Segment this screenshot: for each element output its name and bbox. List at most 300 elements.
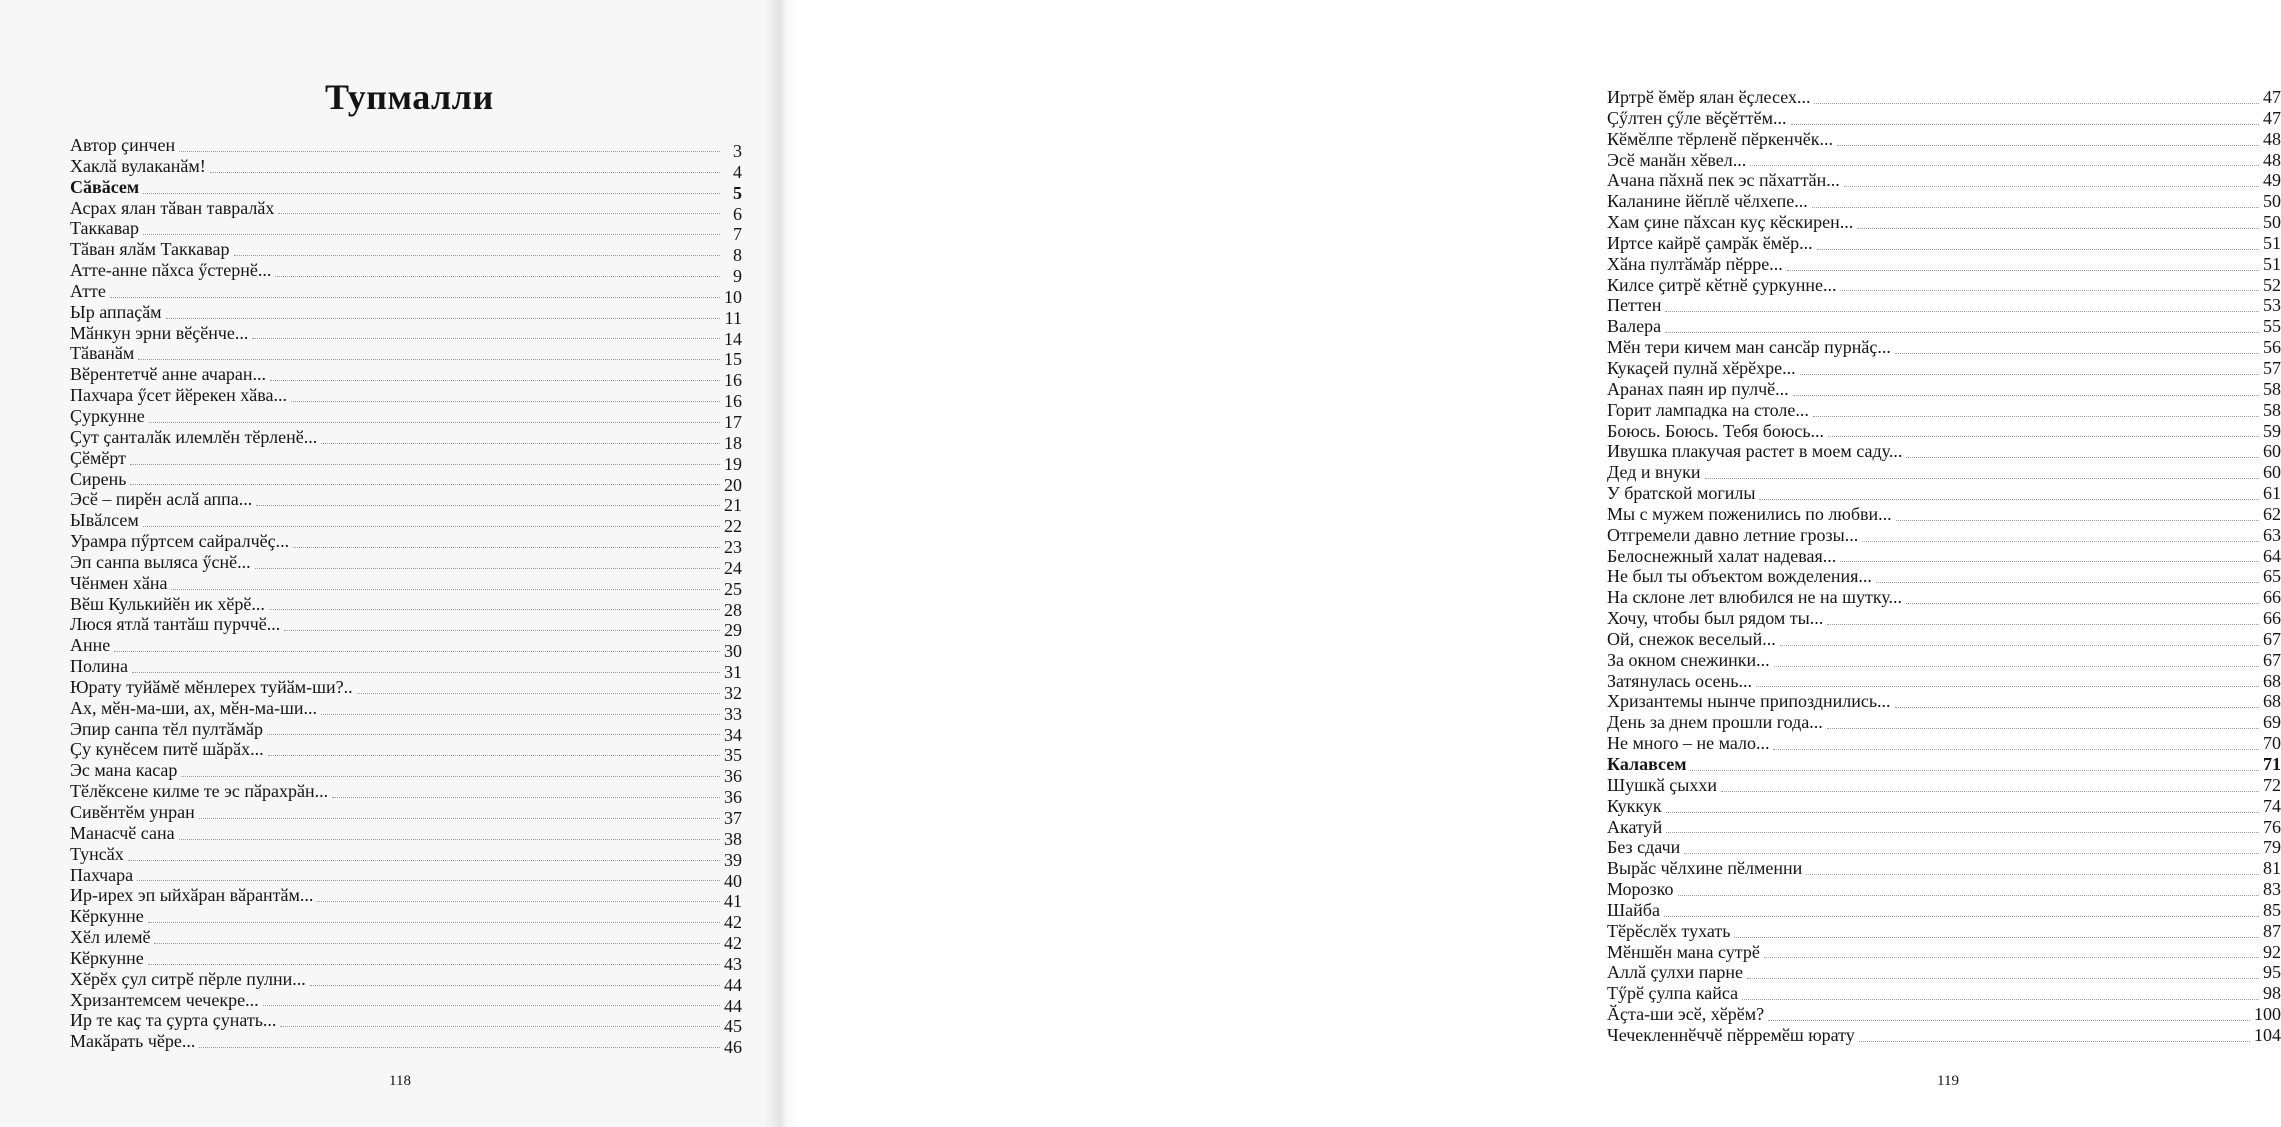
toc-entry <box>70 468 742 495</box>
toc-entry <box>1607 275 2281 296</box>
toc-entry-title: На склоне лет влюбился не на шутку... <box>1607 587 1903 608</box>
toc-entry-title: Макӑрать чӗре... <box>70 1031 196 1052</box>
toc-entry <box>1607 462 2281 483</box>
toc-entry-page: 58 <box>2263 378 2281 399</box>
toc-entry <box>1607 295 2281 316</box>
toc-entry-title: Каланине йӗплӗ чӗлхепе... <box>1607 191 1808 212</box>
toc-entry <box>1607 837 2281 858</box>
toc-entry-page: 66 <box>2263 587 2281 608</box>
toc-entry-page: 41 <box>724 891 742 912</box>
toc-entry-page: 40 <box>724 870 742 891</box>
dot-leader <box>256 504 720 506</box>
toc-entry-page: 15 <box>724 349 742 370</box>
toc-entry-title: Хочу, чтобы был рядом ты... <box>1607 608 1824 629</box>
dot-leader <box>143 192 720 194</box>
toc-entry-title: Мы с мужем поженились по любви... <box>1607 503 1892 524</box>
toc-entry <box>1607 212 2281 233</box>
dot-leader <box>1750 164 2259 166</box>
dot-leader <box>267 733 720 735</box>
toc-entry-page: 8 <box>733 245 742 266</box>
toc-entry-page: 58 <box>2263 399 2281 420</box>
toc-entry-page: 53 <box>2263 295 2281 316</box>
toc-entry <box>70 489 742 516</box>
toc-entry <box>70 239 742 266</box>
toc-entry-title: Манасчӗ сана <box>70 822 175 843</box>
toc-entry-title: Полина <box>70 656 128 677</box>
toc-entry-title: Валера <box>1607 316 1662 337</box>
dot-leader <box>1837 144 2259 146</box>
dot-leader <box>1780 644 2259 646</box>
toc-entry <box>1607 879 2281 900</box>
dot-leader <box>1844 185 2259 187</box>
toc-entry-page: 48 <box>2263 149 2281 170</box>
page-title: Тупмалли <box>325 77 494 117</box>
toc-entry <box>70 676 742 703</box>
toc-entry-page: 61 <box>2263 483 2281 504</box>
toc-entry <box>70 197 742 224</box>
toc-entry <box>70 343 742 370</box>
toc-entry <box>1607 441 2281 462</box>
toc-entry-title: Тунсӑх <box>70 843 124 864</box>
dot-leader <box>1906 456 2259 458</box>
dot-leader <box>1817 248 2259 250</box>
toc-entry-title: Ир-ирех эп ыйхӑран вӑрантӑм... <box>70 885 314 906</box>
toc-entry-title: Тӑван ялӑм Таккавар <box>70 239 230 260</box>
dot-leader <box>1756 685 2259 687</box>
dot-leader <box>1906 602 2259 604</box>
toc-entry <box>70 572 742 599</box>
toc-entry-page: 64 <box>2263 545 2281 566</box>
dot-leader <box>291 400 720 402</box>
dot-leader <box>1813 415 2259 417</box>
toc-entry-page: 18 <box>724 432 742 453</box>
toc-entry-page: 45 <box>724 1016 742 1037</box>
toc-entry <box>70 906 742 933</box>
toc-entry-title: Шайба <box>1607 899 1660 920</box>
toc-entry-title: Вӗрентетчӗ анне ачаран... <box>70 364 267 385</box>
toc-entry-page: 5 <box>733 182 742 203</box>
toc-entry-title: Ҫӗмӗрт <box>70 447 127 468</box>
dot-leader <box>128 859 720 861</box>
toc-entry <box>1607 191 2281 212</box>
toc-entry-title: За окном снежинки... <box>1607 649 1770 670</box>
toc-entry-page: 29 <box>724 620 742 641</box>
right-page <box>780 0 2281 1127</box>
toc-entry-page: 33 <box>724 703 742 724</box>
toc-entry-page: 87 <box>2263 920 2281 941</box>
toc-entry-title: Чӗнмен хӑна <box>70 572 168 593</box>
toc-entry-title: Горит лампадка на столе... <box>1607 399 1809 420</box>
toc-section-heading <box>70 176 742 203</box>
toc-entry-page: 44 <box>724 995 742 1016</box>
dot-leader <box>171 588 720 590</box>
toc-entry-title: День за днем прошли года... <box>1607 712 1823 733</box>
toc-entry-title: Боюсь. Боюсь. Тебя боюсь... <box>1607 420 1825 441</box>
dot-leader <box>1806 873 2259 875</box>
dot-leader <box>210 171 720 173</box>
toc-entry-page: 46 <box>724 1037 742 1058</box>
toc-entry-title: Хризантемсем чечекре... <box>70 989 259 1010</box>
toc-entry-title: Кӗркунне <box>70 906 144 927</box>
toc-list-left <box>70 135 742 1058</box>
toc-entry-title: Иртсе кайрӗ ҫамрӑк ӗмӗр... <box>1607 232 1813 253</box>
toc-entry <box>70 1010 742 1037</box>
toc-entry-title: Не был ты объектом вожделения... <box>1607 566 1872 587</box>
toc-entry <box>70 447 742 474</box>
toc-entry-page: 36 <box>724 766 742 787</box>
dot-leader <box>284 629 720 631</box>
toc-entry-page: 28 <box>724 599 742 620</box>
toc-entry <box>1607 650 2281 671</box>
toc-entry-title: Аранах паян ир пулчӗ... <box>1607 378 1789 399</box>
dot-leader <box>1793 394 2259 396</box>
toc-entry-title: Сӑвӑсем <box>70 176 140 197</box>
toc-entry-page: 65 <box>2263 566 2281 587</box>
toc-entry-title: Дед и внуки <box>1607 462 1701 483</box>
toc-entry <box>70 718 742 745</box>
dot-leader <box>1666 831 2259 833</box>
toc-entry-page: 67 <box>2263 649 2281 670</box>
dot-leader <box>1814 102 2259 104</box>
toc-entry <box>1607 858 2281 879</box>
toc-entry-page: 4 <box>733 161 742 182</box>
dot-leader <box>1742 998 2259 1000</box>
toc-entry-title: Юрату туйӑмӗ мӗнлерех туйӑм-ши?.. <box>70 676 353 697</box>
toc-entry-title: Хам ҫине пӑхсан куҫ кӗскирен... <box>1607 212 1854 233</box>
toc-entry <box>70 426 742 453</box>
toc-entry <box>1607 1025 2281 1046</box>
book-gutter <box>764 0 796 1127</box>
toc-entry-page: 17 <box>724 411 742 432</box>
toc-entry <box>1607 566 2281 587</box>
dot-leader <box>148 921 720 923</box>
toc-entry <box>1607 942 2281 963</box>
dot-leader <box>114 650 720 652</box>
toc-entry <box>70 510 742 537</box>
toc-entry <box>1607 316 2281 337</box>
toc-entry-page: 69 <box>2263 712 2281 733</box>
toc-entry-page: 24 <box>724 557 742 578</box>
toc-entry-title: Ҫуркунне <box>70 405 145 426</box>
dot-leader <box>1791 123 2259 125</box>
dot-leader <box>1734 936 2259 938</box>
dot-leader <box>1896 519 2259 521</box>
toc-entry <box>70 551 742 578</box>
toc-entry <box>70 802 742 828</box>
dot-leader <box>1690 769 2259 771</box>
dot-leader <box>321 442 720 444</box>
toc-entry-page: 48 <box>2263 128 2281 149</box>
dot-leader <box>1862 540 2259 542</box>
toc-entry-title: Эс мана касар <box>70 760 178 781</box>
toc-entry-title: Тӗлӗксене килме те эс пӑрахрӑн... <box>70 781 329 802</box>
dot-leader <box>1895 352 2259 354</box>
toc-entry-title: Ӑҫта-ши эсӗ, хӗрӗм? <box>1607 1004 1765 1025</box>
toc-entry-title: Хризантемы нынче припозднились... <box>1607 691 1891 712</box>
toc-entry-title: Тӗрӗслӗх тухать <box>1607 920 1731 941</box>
toc-entry-page: 76 <box>2263 816 2281 837</box>
toc-entry-title: Петтен <box>1607 295 1662 316</box>
toc-entry-page: 100 <box>2254 1004 2281 1025</box>
toc-entry-page: 14 <box>724 328 742 349</box>
toc-entry-title: Ивушка плакучая растет в моем саду... <box>1607 441 1903 462</box>
dot-leader <box>148 963 720 965</box>
toc-entry-title: Мӑнкун эрни вӗҫӗнче... <box>70 322 249 343</box>
toc-entry <box>1607 504 2281 525</box>
toc-entry-title: Автор ҫинчен <box>70 135 176 155</box>
toc-entry <box>1607 691 2281 712</box>
toc-entry-page: 62 <box>2263 503 2281 524</box>
toc-entry-page: 35 <box>724 745 742 766</box>
dot-leader <box>199 1046 720 1048</box>
toc-entry <box>70 947 742 974</box>
toc-section-heading <box>1607 754 2281 775</box>
toc-entry-title: Кӗркунне <box>70 947 144 968</box>
dot-leader <box>270 379 720 381</box>
toc-entry-page: 22 <box>724 516 742 537</box>
toc-entry-title: Ҫӳлтен ҫӳле вӗҫӗттӗм... <box>1607 107 1787 128</box>
toc-entry-title: Без сдачи <box>1607 837 1681 858</box>
toc-entry-title: Ах, мӗн-ма-ши, ах, мӗн-ма-ши... <box>70 697 317 718</box>
toc-entry-title: Сирень <box>70 468 127 489</box>
toc-entry-page: 38 <box>724 828 742 849</box>
dot-leader <box>1665 310 2259 312</box>
toc-entry <box>1607 671 2281 692</box>
toc-entry-page: 34 <box>724 724 742 745</box>
toc-entry-page: 85 <box>2263 899 2281 920</box>
toc-entry-title: Ывӑлсем <box>70 510 139 531</box>
dot-leader <box>179 150 720 152</box>
dot-leader <box>137 879 720 881</box>
toc-entry-page: 3 <box>733 141 742 161</box>
dot-leader <box>1800 373 2259 375</box>
toc-entry-title: Мӗншӗн мана сутрӗ <box>1607 941 1760 962</box>
toc-entry <box>1607 358 2281 379</box>
dot-leader <box>252 337 720 339</box>
dot-leader <box>255 567 720 569</box>
toc-entry-page: 10 <box>724 286 742 307</box>
dot-leader <box>269 608 720 610</box>
toc-entry-page: 51 <box>2263 253 2281 274</box>
toc-entry <box>1607 108 2281 129</box>
toc-entry-title: Тӳрӗ ҫулпа кайса <box>1607 983 1739 1004</box>
toc-entry-page: 50 <box>2263 191 2281 212</box>
toc-entry-page: 42 <box>724 933 742 954</box>
toc-entry-page: 56 <box>2263 337 2281 358</box>
toc-entry-page: 47 <box>2263 87 2281 107</box>
toc-entry-page: 81 <box>2263 858 2281 879</box>
toc-entry-page: 20 <box>724 474 742 495</box>
toc-entry-page: 66 <box>2263 608 2281 629</box>
dot-leader <box>1876 581 2259 583</box>
toc-entry <box>70 218 742 245</box>
toc-entry-title: Атте-анне пӑхса ӳстернӗ... <box>70 260 272 281</box>
dot-leader <box>166 317 720 319</box>
toc-entry-page: 71 <box>2263 754 2281 774</box>
dot-leader <box>132 671 720 673</box>
toc-entry-page: 42 <box>724 912 742 933</box>
toc-entry-title: Хӗл илемӗ <box>70 927 151 948</box>
toc-entry-title: Ачана пӑхнӑ пек эс пӑхаттӑн... <box>1607 170 1840 191</box>
toc-entry <box>70 885 742 912</box>
toc-entry <box>70 155 742 182</box>
toc-entry-title: Эпир санпа тӗл пултӑмӑр <box>70 718 263 739</box>
dot-leader <box>1678 894 2260 896</box>
toc-entry <box>1607 921 2281 942</box>
toc-entry-page: 68 <box>2263 691 2281 712</box>
toc-entry <box>1607 400 2281 421</box>
toc-entry <box>1607 170 2281 191</box>
dot-leader <box>1857 227 2259 229</box>
toc-entry-title: Таккавар <box>70 218 139 239</box>
toc-entry <box>70 760 742 787</box>
toc-entry <box>1607 337 2281 358</box>
toc-entry-page: 11 <box>724 307 742 328</box>
toc-entry <box>70 593 742 620</box>
dot-leader <box>130 463 720 465</box>
dot-leader <box>179 838 720 840</box>
toc-entry <box>1607 525 2281 546</box>
toc-entry-page: 52 <box>2263 274 2281 295</box>
toc-entry <box>70 781 742 808</box>
toc-entry-page: 39 <box>724 849 742 870</box>
dot-leader <box>234 254 720 256</box>
toc-entry-title: Эсӗ – пирӗн аслӑ аппа... <box>70 489 253 510</box>
toc-entry-title: Аллӑ ҫулхи парне <box>1607 962 1744 983</box>
dot-leader <box>332 796 720 798</box>
toc-entry-page: 6 <box>733 203 742 224</box>
toc-entry-page: 51 <box>2263 232 2281 253</box>
toc-entry-page: 83 <box>2263 879 2281 900</box>
toc-entry-page: 36 <box>724 787 742 808</box>
toc-entry-page: 30 <box>724 641 742 662</box>
dot-leader <box>130 483 720 485</box>
dot-leader <box>268 754 720 756</box>
dot-leader <box>1747 977 2259 979</box>
dot-leader <box>1705 477 2259 479</box>
dot-leader <box>1664 915 2259 917</box>
toc-entry-page: 19 <box>724 453 742 474</box>
toc-entry <box>1607 796 2281 817</box>
toc-entry-page: 79 <box>2263 837 2281 858</box>
toc-entry-title: Килсе ҫитрӗ кӗтнӗ ҫуркунне... <box>1607 274 1837 295</box>
toc-entry-title: Люся ятлӑ тантӑш пурччӗ... <box>70 614 281 635</box>
toc-entry <box>70 968 742 995</box>
toc-entry <box>70 322 742 349</box>
toc-entry-page: 55 <box>2263 316 2281 337</box>
toc-entry-page: 31 <box>724 662 742 683</box>
toc-entry-page: 59 <box>2263 420 2281 441</box>
toc-entry <box>70 301 742 328</box>
dot-leader <box>1812 206 2259 208</box>
toc-entry <box>1607 1004 2281 1025</box>
toc-entry-title: Атте <box>70 280 106 301</box>
toc-entry-page: 16 <box>724 370 742 391</box>
toc-entry <box>70 280 742 307</box>
dot-leader <box>149 421 720 423</box>
toc-entry <box>1607 587 2281 608</box>
toc-entry <box>70 822 742 849</box>
dot-leader <box>275 275 720 277</box>
toc-entry-title: Калавсем <box>1607 754 1687 774</box>
toc-entry-page: 7 <box>733 224 742 245</box>
toc-entry-page: 60 <box>2263 462 2281 483</box>
toc-entry-title: Сивӗнтӗм унран <box>70 802 195 822</box>
toc-entry <box>1607 775 2281 796</box>
toc-entry-title: Затянулась осень... <box>1607 670 1752 691</box>
toc-entry <box>70 989 742 1016</box>
dot-leader <box>1665 331 2259 333</box>
toc-entry-page: 60 <box>2263 441 2281 462</box>
toc-entry-title: Вӗш Кулькийӗн ик хӗрӗ... <box>70 593 265 614</box>
toc-entry <box>1607 150 2281 171</box>
dot-leader <box>280 1025 720 1027</box>
toc-entry <box>1607 129 2281 150</box>
toc-entry <box>1607 608 2281 629</box>
toc-entry-title: Вырӑс чӗлхине пӗлменни <box>1607 858 1803 879</box>
toc-entry <box>1607 733 2281 754</box>
dot-leader <box>263 1004 720 1006</box>
toc-entry-title: Пахчара <box>70 864 134 885</box>
toc-entry <box>70 135 742 161</box>
toc-entry <box>70 843 742 870</box>
toc-entry <box>1607 421 2281 442</box>
dot-leader <box>1721 790 2259 792</box>
toc-entry-title: Ҫу кунӗсем питӗ шӑрӑх... <box>70 739 264 760</box>
dot-leader <box>1773 748 2259 750</box>
toc-entry <box>70 656 742 683</box>
dot-leader <box>278 212 720 214</box>
dot-leader <box>138 358 720 360</box>
toc-entry-title: Ҫут ҫанталӑк илемлӗн тӗрленӗ... <box>70 426 318 447</box>
toc-entry-page: 70 <box>2263 733 2281 754</box>
toc-entry-title: Хӗрӗх ҫул ситрӗ пӗрле пулни... <box>70 968 306 989</box>
toc-entry-title: Кӗмӗлпе тӗрленӗ пӗркенчӗк... <box>1607 128 1834 149</box>
toc-entry-page: 23 <box>724 537 742 558</box>
toc-entry <box>1607 546 2281 567</box>
toc-entry-page: 25 <box>724 578 742 599</box>
toc-list-right <box>1607 87 2281 1046</box>
toc-entry-page: 43 <box>724 953 742 974</box>
toc-entry <box>70 531 742 558</box>
dot-leader <box>154 942 720 944</box>
dot-leader <box>110 296 720 298</box>
toc-entry-title: Эсӗ манӑн хӗвел... <box>1607 149 1747 170</box>
dot-leader <box>1827 623 2259 625</box>
dot-leader <box>310 984 720 986</box>
toc-entry-title: Шушкӑ ҫыххи <box>1607 774 1717 795</box>
toc-entry-title: Ой, снежок веселый... <box>1607 628 1776 649</box>
dot-leader <box>1666 811 2259 813</box>
toc-entry-page: 44 <box>724 974 742 995</box>
toc-entry-page: 32 <box>724 682 742 703</box>
toc-entry-page: 92 <box>2263 941 2281 962</box>
toc-entry <box>70 405 742 432</box>
toc-entry <box>70 364 742 391</box>
toc-entry <box>70 1031 742 1058</box>
toc-entry-title: Куккук <box>1607 795 1662 816</box>
dot-leader <box>1768 1019 2250 1021</box>
dot-leader <box>1764 956 2259 958</box>
toc-entry-page: 74 <box>2263 795 2281 816</box>
toc-entry-title: Белоснежный халат надевая... <box>1607 545 1837 566</box>
toc-entry-page: 50 <box>2263 212 2281 233</box>
toc-entry <box>70 260 742 287</box>
toc-entry-page: 67 <box>2263 628 2281 649</box>
toc-entry-title: Морозко <box>1607 879 1674 900</box>
toc-entry-page: 104 <box>2254 1024 2281 1045</box>
toc-entry-page: 47 <box>2263 107 2281 128</box>
